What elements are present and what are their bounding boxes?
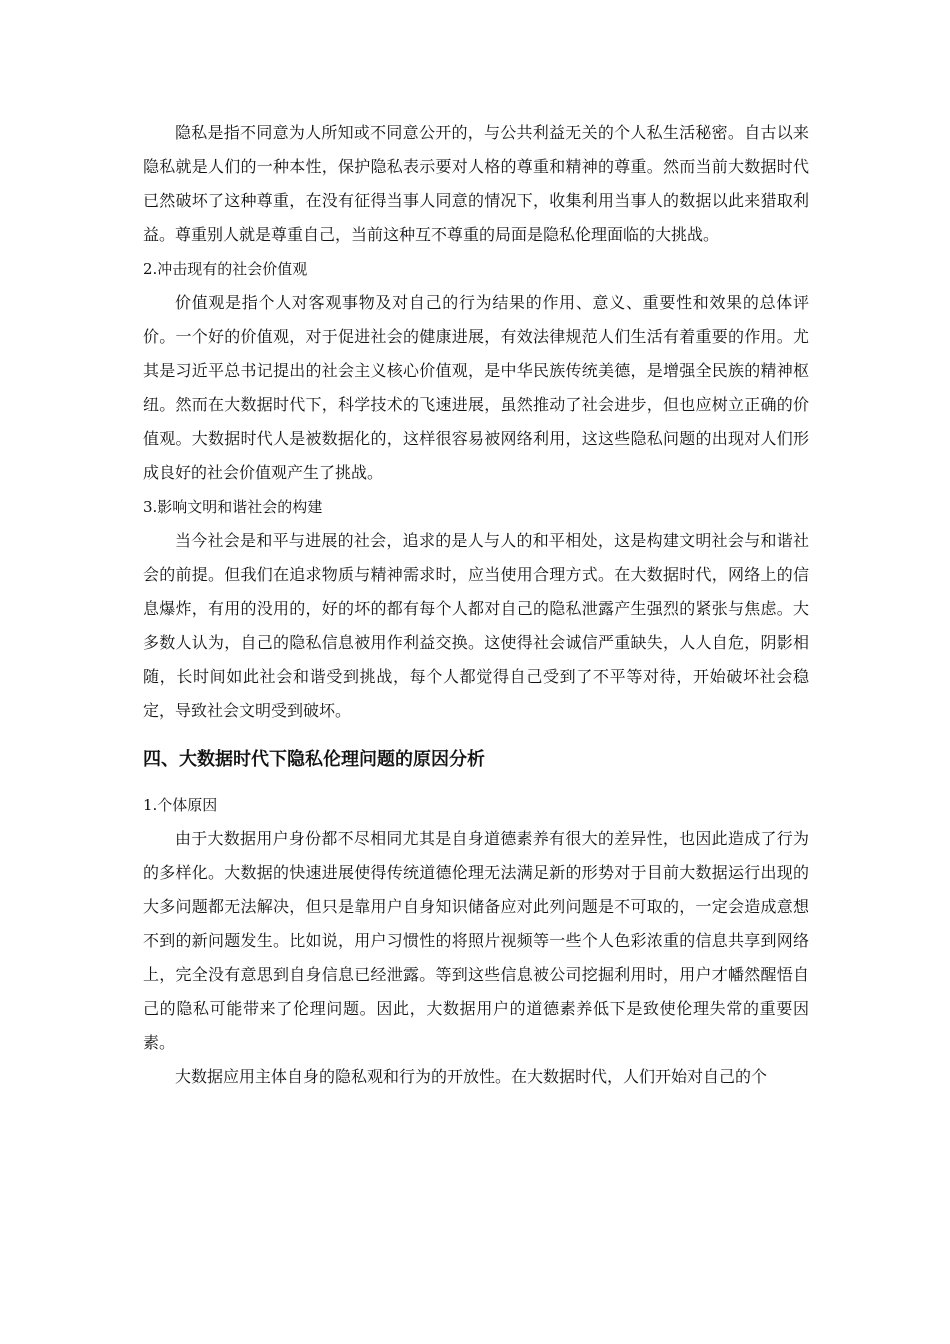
subheading-social-values: 2.冲击现有的社会价值观 <box>143 260 308 278</box>
subheading-harmonious-society: 3.影响文明和谐社会的构建 <box>143 498 323 516</box>
paragraph-openness: 大数据应用主体自身的隐私观和行为的开放性。在大数据时代，人们开始对自己的个 <box>175 1067 768 1086</box>
document-page <box>143 116 809 1094</box>
paragraph-harmonious-society: 当今社会是和平与进展的社会，追求的是人与人的和平相处，这是构建文明社会与和谐社会的前提。但我们在追求物质与精神需求时，应当使用合理方式。在大数据时代，网络上的信息爆炸，有用的没用的，好的坏的都有每个人都对自己的隐私泄露产生强烈的紧张与焦虑。大多数人认为，自己的隐私信息被用作利益交换。这使得社会诚信严重缺失，人人自危，阴影相随，长时间如此社会和谐受到挑战，每个人都觉得自己受到了不平等对待，开始破坏社会稳定，导致社会文明受到破坏。 <box>143 531 809 720</box>
paragraph-privacy-definition: 隐私是指不同意为人所知或不同意公开的，与公共利益无关的个人私生活秘密。自古以来隐私就是人们的一种本性，保护隐私表示要对人格的尊重和精神的尊重。然而当前大数据时代已然破坏了这种尊重，在没有征得当事人同意的情况下，收集利用当事人的数据以此来猎取利益。尊重别人就是尊重自己，当前这种互不尊重的局面是隐私伦理面临的大挑战。 <box>143 123 809 244</box>
section-heading-causes: 四、大数据时代下隐私伦理问题的原因分析 <box>143 749 485 770</box>
subheading-individual-causes: 1.个体原因 <box>143 796 218 814</box>
paragraph-individual-causes: 由于大数据用户身份都不尽相同尤其是自身道德素养有很大的差异性，也因此造成了行为的多样化。大数据的快速进展使得传统道德伦理无法满足新的形势对于目前大数据运行出现的大多问题都无法解决，但只是靠用户自身知识储备应对此列问题是不可取的，一定会造成意想不到的新问题发生。比如说，用户习惯性的将照片视频等一些个人色彩浓重的信息共享到网络上，完全没有意思到自身信息已经泄露。等到这些信息被公司挖掘利用时，用户才幡然醒悟自己的隐私可能带来了伦理问题。因此，大数据用户的道德素养低下是致使伦理失常的重要因素。 <box>143 829 809 1052</box>
paragraph-values: 价值观是指个人对客观事物及对自己的行为结果的作用、意义、重要性和效果的总体评价。一个好的价值观，对于促进社会的健康进展，有效法律规范人们生活有着重要的作用。尤其是习近平总书记提出的社会主义核心价值观，是中华民族传统美德，是增强全民族的精神枢纽。然而在大数据时代下，科学技术的飞速进展，虽然推动了社会进步，但也应树立正确的价值观。大数据时代人是被数据化的，这样很容易被网络利用，这这些隐私问题的出现对人们形成良好的社会价值观产生了挑战。 <box>143 293 809 482</box>
